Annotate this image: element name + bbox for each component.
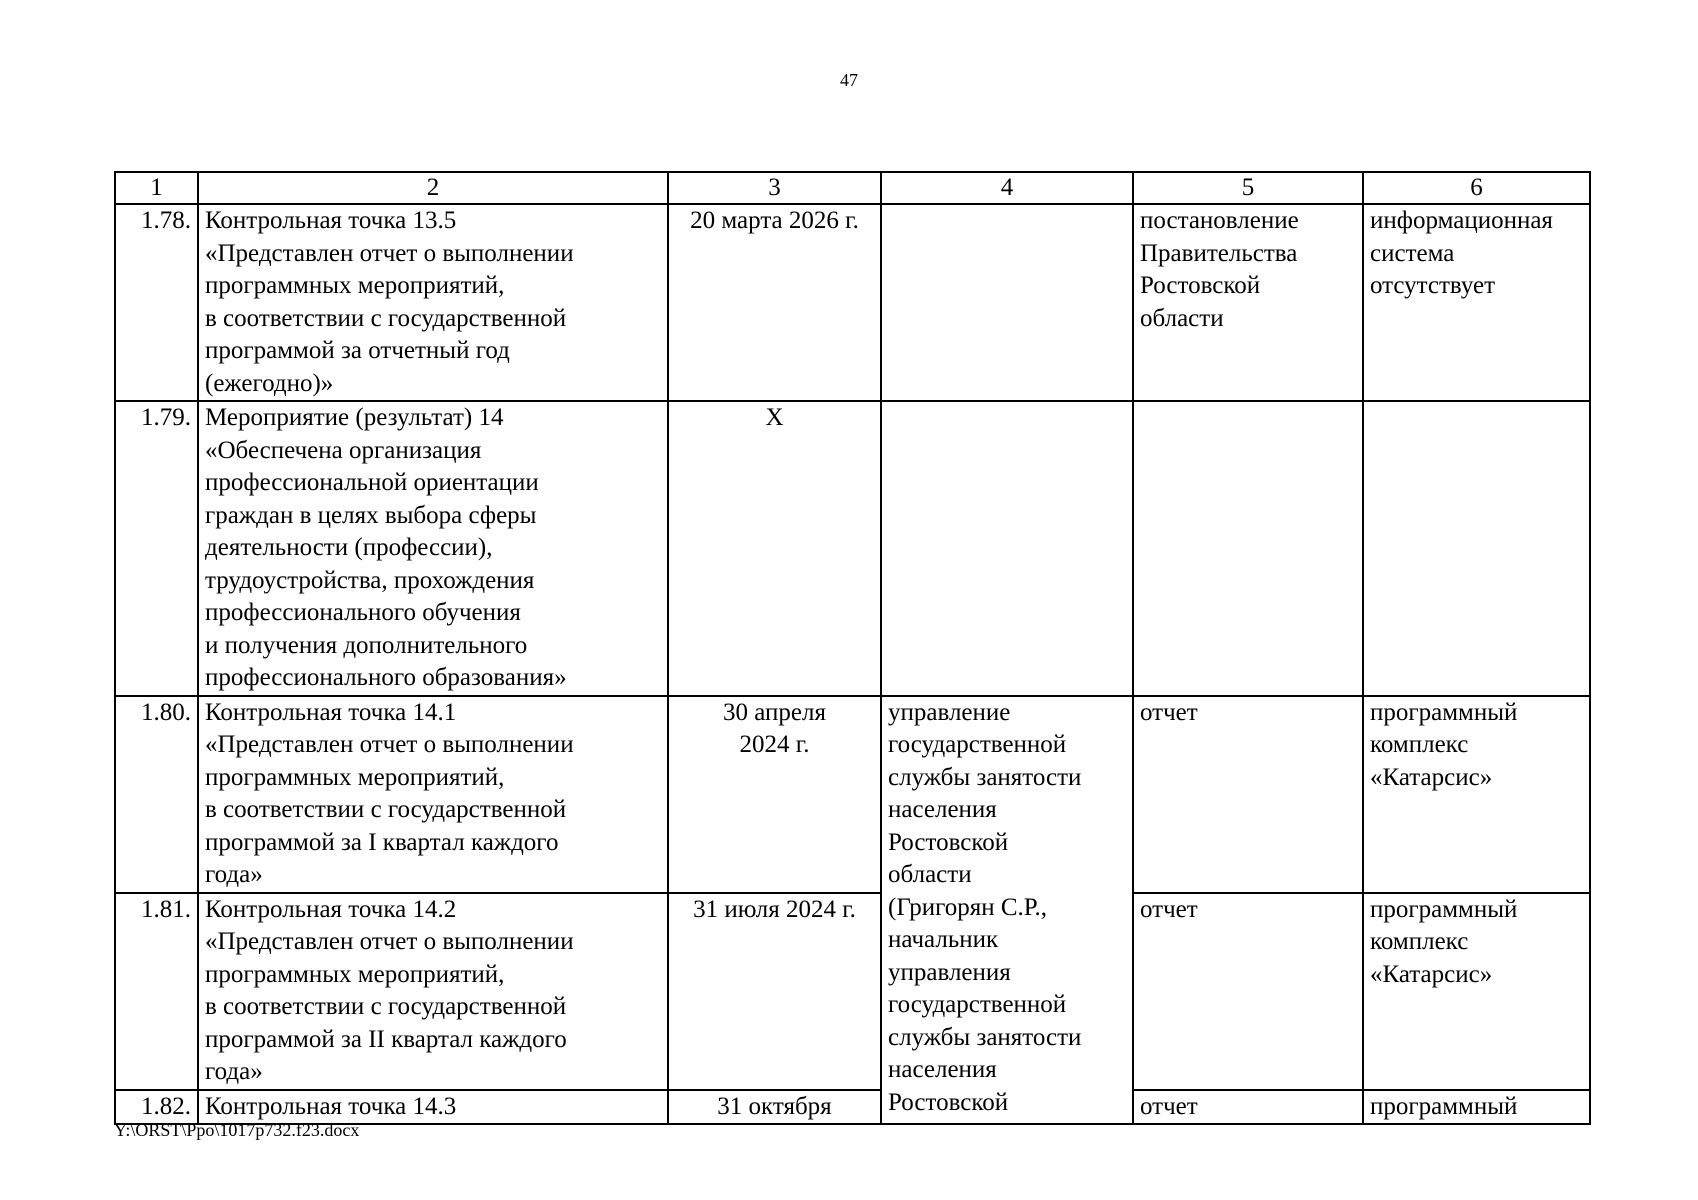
description-line: профессионального обучения xyxy=(205,599,521,626)
document-line: отчет xyxy=(1140,1092,1198,1120)
document-line: области xyxy=(1140,304,1224,332)
description-line: Мероприятие (результат) 14 xyxy=(205,404,504,431)
row-system xyxy=(1363,401,1590,696)
row-description xyxy=(198,204,668,401)
description-line: Контрольная точка 14.1 xyxy=(205,698,457,726)
description-line: и получения дополнительного xyxy=(205,631,528,659)
table-row xyxy=(115,696,1590,893)
description-line: программных мероприятий, xyxy=(205,272,505,299)
document-line: Ростовской xyxy=(1140,272,1261,299)
description-line: «Обеспечена организация xyxy=(205,436,482,464)
date-line: Х xyxy=(765,404,784,431)
system-line: комплекс xyxy=(1370,928,1469,955)
date-line: 31 октября xyxy=(717,1092,832,1120)
description-line: программой за II квартал каждого xyxy=(205,1025,567,1053)
data-table xyxy=(114,171,1591,1125)
description-line: «Представлен отчет о выполнении xyxy=(205,239,574,267)
row-responsible xyxy=(881,204,1133,401)
row-description xyxy=(198,893,668,1090)
row-description xyxy=(198,401,668,696)
date-line: 30 апреля xyxy=(723,698,826,726)
date-line: 31 июля 2024 г. xyxy=(693,895,856,923)
description-line: в соответствии с государственной xyxy=(205,993,567,1020)
table-header-row xyxy=(115,172,1590,204)
row-number: 1.78. xyxy=(115,204,198,401)
system-line: отсутствует xyxy=(1370,272,1496,299)
description-line: Контрольная точка 14.3 xyxy=(205,1092,457,1120)
column-header: 4 xyxy=(881,172,1133,204)
responsible-line: службы занятости xyxy=(888,1023,1082,1051)
system-line: комплекс xyxy=(1370,731,1469,758)
responsible-line: области xyxy=(888,861,972,888)
file-path-footer: Y:\ORST\Ppo\1017p732.f23.docx xyxy=(114,1120,360,1140)
responsible-line: службы занятости xyxy=(888,763,1082,791)
description-line: в соответствии с государственной xyxy=(205,304,567,332)
description-line: Контрольная точка 14.2 xyxy=(205,895,457,923)
row-document xyxy=(1133,401,1363,696)
system-line: система xyxy=(1370,239,1455,267)
responsible-line: управление xyxy=(888,698,1011,726)
table-row xyxy=(115,204,1590,401)
responsible-line: государственной xyxy=(888,731,1067,758)
row-system xyxy=(1363,1090,1590,1125)
description-line: деятельности (профессии), xyxy=(205,534,493,561)
row-system xyxy=(1363,204,1590,401)
system-line: «Катарсис» xyxy=(1370,763,1493,791)
document-line: постановление xyxy=(1140,207,1299,234)
description-line: года» xyxy=(205,861,263,888)
responsible-line: населения xyxy=(888,1056,997,1083)
row-description xyxy=(198,1090,668,1125)
row-number: 1.79. xyxy=(115,401,198,696)
document-line: отчет xyxy=(1140,895,1198,923)
description-line: программных мероприятий, xyxy=(205,763,505,791)
row-document xyxy=(1133,1090,1363,1125)
system-line: программный xyxy=(1370,1092,1518,1120)
description-line: (ежегодно)» xyxy=(205,369,334,397)
table-row xyxy=(115,893,1590,1090)
description-line: «Представлен отчет о выполнении xyxy=(205,928,574,955)
table-row xyxy=(115,401,1590,696)
description-line: «Представлен отчет о выполнении xyxy=(205,731,574,758)
row-date xyxy=(668,696,881,893)
column-header: 2 xyxy=(198,172,668,204)
responsible-line: (Григорян С.Р., xyxy=(888,893,1048,921)
row-date xyxy=(668,893,881,1090)
description-line: граждан в целях выбора сферы xyxy=(205,501,537,529)
document-line: отчет xyxy=(1140,698,1198,726)
description-line: в соответствии с государственной xyxy=(205,796,567,823)
row-document xyxy=(1133,204,1363,401)
row-document xyxy=(1133,696,1363,893)
system-line: программный xyxy=(1370,895,1518,923)
responsible-line: государственной xyxy=(888,991,1067,1018)
row-date xyxy=(668,401,881,696)
system-line: информационная xyxy=(1370,207,1553,234)
description-line: профессиональной ориентации xyxy=(205,469,539,496)
row-description xyxy=(198,696,668,893)
row-number: 1.81. xyxy=(115,893,198,1090)
system-line: «Катарсис» xyxy=(1370,960,1493,988)
system-line: программный xyxy=(1370,698,1518,726)
description-line: трудоустройства, прохождения xyxy=(205,566,535,594)
date-line: 20 марта 2026 г. xyxy=(690,207,859,234)
column-header: 6 xyxy=(1363,172,1590,204)
responsible-line: Ростовской xyxy=(888,1088,1009,1116)
row-date xyxy=(668,204,881,401)
row-document xyxy=(1133,893,1363,1090)
description-line: программных мероприятий, xyxy=(205,960,505,988)
date-line: 2024 г. xyxy=(739,731,810,758)
description-line: программой за I квартал каждого xyxy=(205,828,559,856)
document-line: Правительства xyxy=(1140,239,1298,267)
column-header: 5 xyxy=(1133,172,1363,204)
row-responsible xyxy=(881,401,1133,696)
responsible-line: Ростовской xyxy=(888,828,1009,856)
row-number: 1.82. xyxy=(115,1090,198,1125)
responsible-line: управления xyxy=(888,958,1011,986)
column-header: 3 xyxy=(668,172,881,204)
row-date xyxy=(668,1090,881,1125)
column-header: 1 xyxy=(115,172,198,204)
description-line: Контрольная точка 13.5 xyxy=(205,207,457,234)
row-system xyxy=(1363,893,1590,1090)
description-line: программой за отчетный год xyxy=(205,337,510,364)
row-responsible xyxy=(881,696,1133,1125)
responsible-line: начальник xyxy=(888,926,999,953)
description-line: года» xyxy=(205,1058,263,1085)
row-number: 1.80. xyxy=(115,696,198,893)
responsible-line: населения xyxy=(888,796,997,823)
row-system xyxy=(1363,696,1590,893)
page-number: 47 xyxy=(840,70,858,90)
table-row xyxy=(115,1090,1590,1125)
description-line: профессионального образования» xyxy=(205,664,567,691)
